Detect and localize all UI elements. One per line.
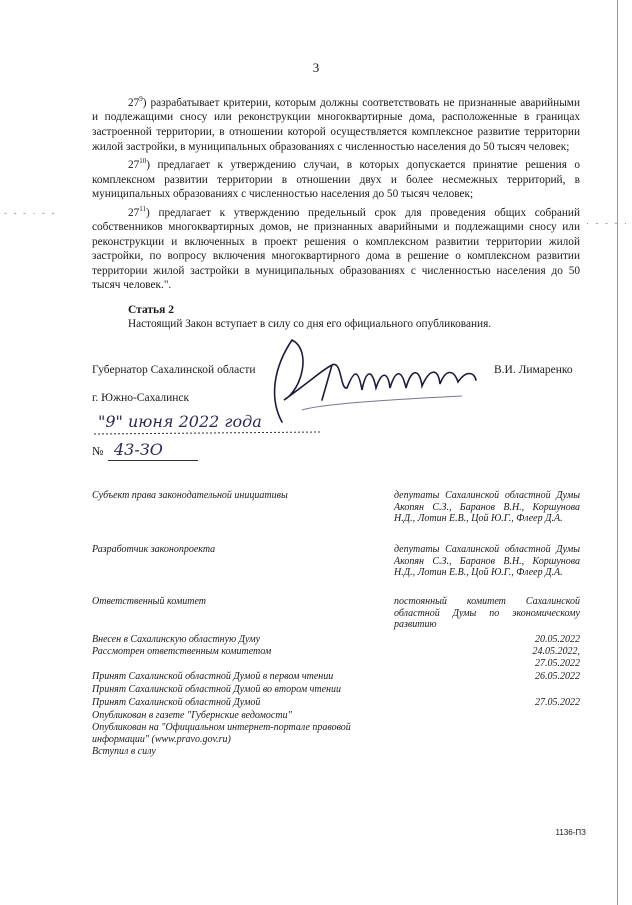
reviewed-date-2: 27.05.2022 (535, 658, 580, 669)
article-text: Настоящий Закон вступает в силу со дня его официального опубликования. (128, 318, 492, 330)
law-body (92, 92, 580, 293)
page-number: 3 (312, 60, 320, 75)
initiative-label: Субъект права законодательной инициативы (92, 490, 288, 501)
second-reading-label: Принят Сахалинской областной Думой во втором чтении (92, 684, 342, 695)
date-underline (92, 414, 322, 436)
submitted-label: Внесен в Сахалинскую областную Думу (92, 634, 261, 645)
scan-artifact-right: · - - - · (586, 218, 629, 228)
governor-label: Губернатор Сахалинской области (92, 364, 256, 376)
governor-name: В.И. Лимаренко (494, 364, 573, 376)
published-gazette-label: Опубликован в газете "Губернские ведомости" (92, 710, 292, 721)
reviewed-label: Рассмотрен ответственным комитетом (92, 646, 272, 657)
published-portal-label: Опубликован на "Официальном интернет-портале правовой информации" (www.pravo.gov.ru) (92, 722, 351, 745)
reviewed-date-1: 24.05.2022, (532, 646, 580, 657)
in-force-label: Вступил в силу (92, 746, 156, 757)
submitted-date: 20.05.2022 (535, 634, 580, 645)
scan-edge-line (617, 0, 618, 905)
scan-artifact-left: - - - · - - (4, 208, 57, 218)
initiative-value: депутаты Сахалинской областной Думы Акопян С.З., Баранов В.Н., Коршунова Н.Д., Лотин Е.В., Цой Ю.Г., Флеер Д.А. (394, 490, 580, 525)
committee-label: Ответственный комитет (92, 596, 206, 607)
committee-value: постоянный комитет Сахалинской областной Думы по экономическому развитию (394, 596, 580, 631)
adopted-label: Принят Сахалинской областной Думой (92, 697, 261, 708)
adopted-date: 27.05.2022 (535, 697, 580, 708)
law-number-label: № (92, 444, 104, 458)
law-number: 43-ЗО (114, 440, 163, 459)
developer-value: депутаты Сахалинской областной Думы Акопян С.З., Баранов В.Н., Коршунова Н.Д., Лотин Е.В., Цой Ю.Г., Флеер Д.А. (394, 544, 580, 579)
paragraph-27-10: $27^{10}$) предлагает к утверждению случаи, в которых допускается принятие решения о комплексном развитии территории в отношении двух и более несмежных территорий, в муниципальных образованиях с численностью населения до 50 тысяч человек; (92, 157, 580, 201)
paragraph-27-11: $27^{11}$) предлагает к утверждению предельный срок для проведения общих собраний собственников многоквартирных домов, не признанных аварийными и подлежащими сносу или реконструкции и включенных в проект решения о комплексном развитии территории жилой застройки, по вопросу включения многоквартирного дома в решение о комплексном развитии территории жилой застройки в муниципальных образованиях с численностью населения до 50 тысяч человек.". (92, 204, 580, 292)
first-reading-date: 26.05.2022 (535, 671, 580, 682)
signing-date: "9" июня 2022 года (98, 412, 262, 431)
article-title: Статья 2 (128, 304, 174, 316)
paragraph-27-9: $27^9$) разрабатывает критерии, которым должны соответствовать не признанные аварийными и подлежащими сносу или реконструкции многоквартирные дома, расположенные в границах застроенной территории, в отношении которой осуществляется комплексное развитие территории жилой застройки, в муниципальных образованиях с численностью населения до 50 тысяч человек; (92, 95, 580, 153)
first-reading-label: Принят Сахалинской областной Думой в первом чтении (92, 671, 334, 682)
number-underline (108, 460, 198, 461)
footer-code: 1136-ПЗ (555, 828, 586, 837)
developer-label: Разработчик законопроекта (92, 544, 216, 555)
city: г. Южно-Сахалинск (92, 392, 190, 404)
